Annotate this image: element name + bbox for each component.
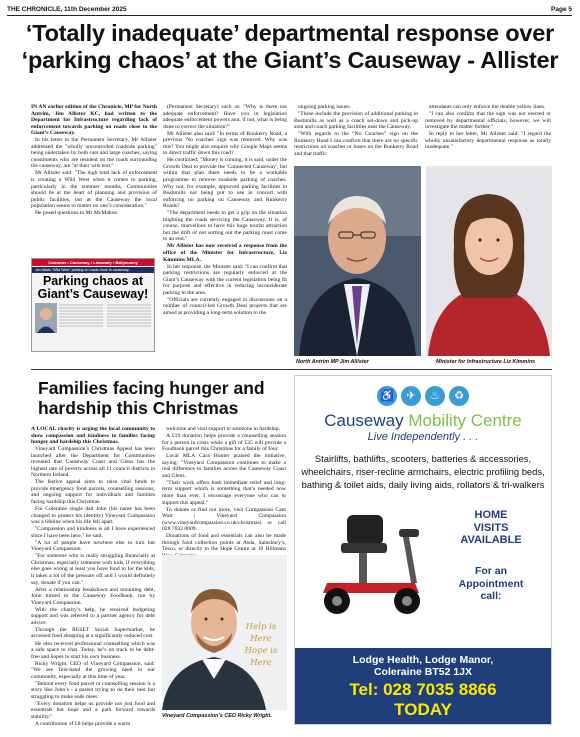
kimmins-photo: [426, 166, 552, 356]
paragraph: "For someone who is really struggling financially at Christmas, especially someone with kids, if everything else goes wrong at least you have food in for the kids, it takes a lot of the pressure off and I would definitely say, donate if you can.": [31, 553, 155, 586]
paper-date: THE CHRONICLE, 11th December 2025: [7, 6, 127, 13]
causeway-mobility-ad: [294, 375, 552, 725]
clipping-banner: Coleraine • Causeway • Limavady • Ballymoney: [32, 259, 154, 266]
help-is-here-sign: Help is Here Hope is Here: [244, 622, 278, 668]
appointment-call: [441, 565, 541, 603]
paragraph: He also received professional counselling which was a safe space to chat. Today, he’s on track to be debt-free and hopes to start his own business.: [31, 640, 155, 660]
paragraph: A LOCAL charity is urging the local community to show compassion and kindness to families facing hunger and hardship this Christmas.: [31, 426, 155, 446]
clipping-body: [32, 301, 154, 335]
paragraph: Donations of food and essentials can also be made through food collection points at Asda, Sainsbury’s, Tesco, or directly to the Hope Centre at 10 Hillmans: [162, 533, 286, 553]
clipping-headline-line2: Giant’s Causeway!: [37, 287, 149, 301]
paragraph: "Every donation helps us provide not just food and essentials but hope and a path forward towards stability.": [31, 700, 155, 721]
ad-icon-row: [295, 386, 551, 406]
ad-brand: [295, 412, 551, 430]
story1-column-1: [31, 104, 157, 254]
ad-products: Stairlifts, bathlifts, scooters, batteries & accessories, wheelchairs, riser-recline armchairs, electric profiling beds, bathing & toilet aids, daily living aids, rollators & tri-walkers: [301, 453, 545, 490]
paragraph: For Coleraine single dad John (his name has been changed to protect his identity) Vineyard Compassion was a lifeline when his life fell apart.: [31, 506, 155, 526]
bed-icon: ♨: [425, 386, 445, 406]
paragraph: In reply to her letter, Mr Allister said: "I regard the wholly unsatisfactory departmental response as totally inadequate.": [425, 131, 551, 151]
story1-column-4: [425, 104, 551, 162]
ad-contact-panel: [295, 648, 551, 724]
scooter-icon: ✈: [401, 386, 421, 406]
ad-phone: Tel: 028 7035 8866: [349, 680, 497, 699]
clipping-headline-line1: Parking chaos at: [42, 274, 144, 288]
paragraph: He continued: "Money is coming, it is said, under the Growth Deal to provide the 'Connected Causeway', but within that plan there needs to be a workable programme to remove roadside parking of coaches. Why not, for example, approved parking facilities in Bushmills not being put to use in concert with enforcing no parking on Causeway and Runkerry Roads?: [163, 157, 287, 210]
home-visits-line2: VISITS: [473, 521, 509, 534]
clipping-photo: [35, 303, 57, 333]
paragraph: attendants can only enforce the double yellow lines.: [429, 104, 546, 110]
ad-tagline: Live Independently . . .: [367, 431, 479, 443]
paragraph: "Their work offers both immediate relief and long-term support which is something that’s needed now more than ever. I encourage everyone who can to support this appeal.": [162, 479, 286, 506]
paragraph: "I can also confirm that the sign was not erected or removed by departmental officials, however, we will investigate the matter further.": [425, 111, 551, 131]
paragraph: "With regards to the “No Coaches” sign on the Runkerry Road I can confirm that there are no specific restrictions on coaches or buses on the Runkerry Road and that traffic: [294, 131, 418, 157]
kimmins-portrait: [426, 166, 552, 356]
paragraph: In his letter to the Permanent Secretary, Mr Allister addressed the "wholly uncontrolled roadside parking" being undertaken by both cars and large coaches, saying constituents who are resident on the roads surrounding the causeway, are "at their wits end.": [31, 137, 157, 170]
appointment-line1: For an: [474, 565, 508, 577]
ad-address-line1: Lodge Health, Lodge Manor,: [352, 654, 494, 666]
ricky-wright-caption: Vineyard Compassion’s CEO Ricky Wright.: [162, 713, 272, 719]
paragraph: In her response, the Minister said: "I can confirm that parking restrictions are regularly enforced at the Giant’s Causeway with the current legislation being fit for purpose and effective in reducing inconsiderate parking in the area.: [163, 263, 287, 296]
story2-headline: Families facing hunger and hardship this Christmas: [38, 378, 265, 418]
paragraph: (Permanent Secretary) such as: "Why is there not adequate enforcement? Have you in legislation adequate enforcement powers and, if not, what is being done to correct the situation?": [163, 104, 287, 130]
section-divider: [31, 369, 552, 370]
stairlift-icon: ♿: [377, 386, 397, 406]
story1-headline: ‘Totally inadequate’ departmental response over ‘parking chaos’ at the Giant’s Causeway - Allister: [21, 20, 559, 73]
paragraph: To donate or find out more, visit Compassion Cant Wait | Vineyard Compassion (www.vineyardcompassion.co.uk/christmas) or call 028 7032 0009.: [162, 506, 286, 533]
paragraph: He posed questions to Mr McMahon: [35, 210, 118, 217]
paragraph: ongoing parking issues.: [298, 104, 351, 110]
ad-brand-causeway: Causeway: [324, 411, 404, 430]
home-visits-line1: HOME: [474, 509, 508, 521]
ad-address-line2: Coleraine BT52 1JX: [373, 666, 473, 678]
story2-column-2: [162, 426, 286, 553]
appointment-line3: call:: [480, 590, 502, 602]
ad-middle: [295, 497, 551, 627]
paragraph: With the charity’s help, he received budgeting support and was referred to a partner agency for debt advice.: [31, 606, 155, 626]
story2-column-1: [31, 426, 155, 728]
paragraph: "The department needs to get a grip on the situation blighting the roads servicing the Causeway. It is, of course, marvellous to have this huge tourist attraction but the drift of not sorting out the parking must come to an end.": [163, 210, 287, 243]
paragraph: "A lot of people have nowhere else to turn but Vineyard Compassion.: [31, 539, 155, 553]
paragraph: After a relationship breakdown and mounting debt, John turned to the Causeway Foodbank, run by Vineyard Compassion.: [31, 586, 155, 606]
allister-photo: [294, 166, 421, 356]
allister-caption: North Antrim MP Jim Allister: [296, 359, 369, 365]
paragraph: Mr Allister said: "The high total lack of enforcement is creating a Wild West when it comes to parking, particularly in the summer months. Communities should be at the heart of planning and provision of public facilities, but at the Causeway the local population seems to matter no one’s consideration.": [31, 170, 157, 210]
ad-today: TODAY: [394, 700, 452, 719]
allister-portrait: [294, 166, 421, 356]
home-visits: [441, 509, 541, 547]
masthead: [7, 4, 572, 16]
scooter-illustration: [307, 497, 437, 625]
clipping-headline: [32, 275, 154, 301]
earlier-edition-clipping: [31, 258, 155, 352]
paragraph: "Officials are currently engaged in discussions on a number of council-led Growth Deal projects that are aimed at providing a long-term solution to the: [163, 296, 287, 316]
paragraph: Mr Allister has now received a response from the office of the Minister for Infrastructure, Liz Kimmins MLA.: [163, 243, 287, 263]
paragraph: IN AN earlier edition of the Chronicle, MP for North Antrim, Jim Allister KC, had written to the Department for Infrastructure regarding lack of enforcement towards parking on roads close to the Giant’s Causeway.: [31, 104, 157, 137]
paragraph: Local MLA Cara Hunter praised the initiative, saying: "Vineyard Compassion continues to make a real difference to families across the Causeway Coast and Glens.: [162, 453, 286, 479]
walker-icon: ♻: [449, 386, 469, 406]
paragraph: "These include the provision of additional parking in Bushmills as well as a coach set-down and pick-up area and coach parking facilities near the Causeway.: [294, 111, 418, 131]
paragraph: Vineyard Compassion’s Christmas Appeal has been launched after the Department for Communities revealed that Causeway Coast and Glens has the highest rate of poverty across all 11 council districts in Northern Ireland.: [31, 446, 155, 479]
paragraph: "Compassion and kindness is all I have experienced since I have been here," he said.: [31, 526, 155, 539]
clipping-kicker: Jim blasts "Wild West" parking on roads close to causeway: [32, 267, 154, 273]
home-visits-line3: AVAILABLE: [460, 534, 522, 546]
ricky-wright-photo: [162, 555, 287, 710]
paragraph: The festive appeal aims to raise vital funds to provide emergency food parcels, counselling sessions, and ongoing support for individuals and families facing hardship this Christmas.: [31, 479, 155, 506]
paragraph: "Behind every food parcel or counselling session is a story like John’s - a parent trying to do their best but struggling to make ends meet.: [31, 680, 155, 700]
paragraph: A contribution of £8 helps provide a warm: [35, 721, 131, 728]
story1-column-3: [294, 104, 418, 162]
page-number: Page 5: [551, 6, 572, 13]
paragraph: Through the RESET Social Supermarket, he accessed food shopping at a significantly reduced cost.: [31, 626, 155, 640]
ad-brand-mobility: Mobility Centre: [408, 411, 522, 430]
appointment-line2: Appointment: [458, 577, 524, 590]
clipping-text-lines: [59, 303, 151, 333]
paragraph: welcome and vital support to someone in hardship.: [166, 426, 281, 432]
paragraph: Ricky Wright, CEO of Vineyard Compassion, said: "We see first-hand the growing need in our community, especially at this time of year.: [31, 660, 155, 680]
kimmins-caption: Minister for Infrastructure Liz Kimmins: [436, 359, 536, 365]
paragraph: Mr Allister also said: "In terms of Runkerry Road, a previous 'No coaches' sign was removed. Why was this? You might also enquire why Google Maps seems to direct traffic down this road?: [163, 130, 287, 157]
paragraph: A £19 donation helps provide a counselling session for a person in crisis while a gift of £35 will provide a Foodbank parcel this Christmas for a family of four.: [162, 433, 286, 453]
story1-column-2: [163, 104, 287, 366]
